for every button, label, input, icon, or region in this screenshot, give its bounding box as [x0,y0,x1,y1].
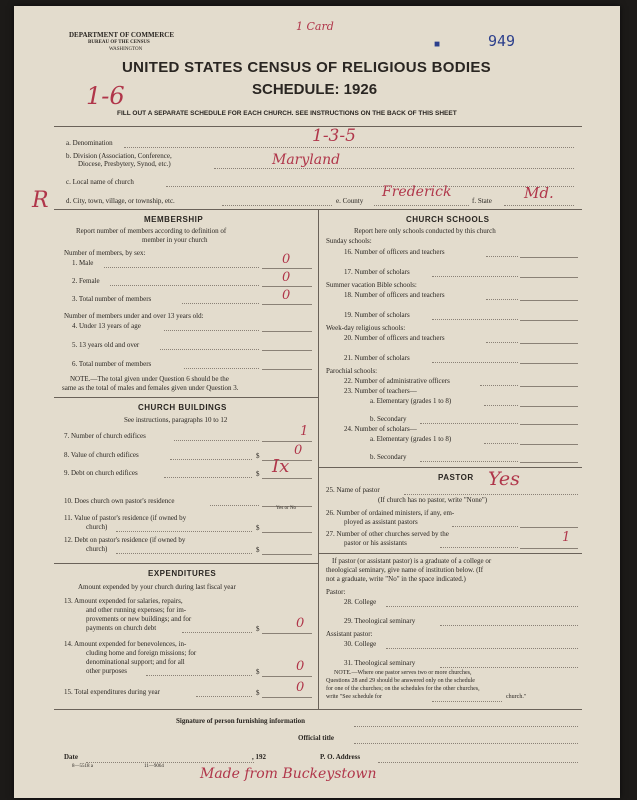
pastor-heading: PASTOR [438,473,474,482]
grad-note-1: If pastor (or assistant pastor) is a graduate of a college or [332,557,492,565]
city-town-label: d. City, town, village, or township, etc. [66,197,175,205]
vacation-schools-label: Summer vacation Bible schools: [326,281,417,289]
q14-label-4: other purposes [86,667,128,675]
q27-label-2: pastor or his assistants [344,539,407,547]
q13-dollar: $ [256,625,260,633]
margin-mark: R [32,188,49,213]
division-label-2: Diocese, Presbytery, Synod, etc.) [78,160,171,168]
signature-label: Signature of person furnishing information [176,717,305,725]
q23b-label: b. Secondary [370,415,407,423]
q26-label-2: ployed as assistant pastors [344,518,418,526]
grad-note-3: not a graduate, write "No" in the space indicated.) [326,575,466,583]
county-label: e. County [336,197,364,205]
q14-value: 0 [296,659,305,674]
q12-label-2: church) [86,545,108,553]
q2-label: 2. Female [72,277,100,285]
q13-label-1: 13. Amount expended for salaries, repairs, [64,597,183,605]
state-label: f. State [472,197,492,205]
expenditures-sub: Amount expended by your church during last fiscal year [78,583,236,591]
denomination-value: 1-3-5 [312,126,356,146]
year-label: , 192 [252,753,266,761]
q31-label: 31. Theological seminary [344,659,416,667]
q27-label-1: 27. Number of other churches served by the [326,530,449,538]
q13-label-2: and other running expenses; for im- [86,606,187,614]
buildings-heading: CHURCH BUILDINGS [138,403,227,412]
division-value: Maryland [272,152,341,168]
q23a-label: a. Elementary (grades 1 to 8) [370,397,452,405]
pastor-subhead: Pastor: [326,588,346,596]
q1-value: 0 [282,252,291,267]
q17-label: 17. Number of scholars [344,268,410,276]
print-number: 11—9064 [144,764,164,769]
q14-label-1: 14. Amount expended for benevolences, in- [64,640,187,648]
q8-label: 8. Value of church edifices [64,451,139,459]
pastor-note-2: Questions 28 and 29 should be answered only on the schedule [326,678,475,684]
side-mark: 1-6 [86,82,125,110]
po-address-label: P. O. Address [320,753,361,761]
q26-label-1: 26. Number of ordained ministers, if any, em- [326,509,455,517]
division-label-1: b. Division (Association, Conference, [66,152,172,160]
q25-value: Yes [488,468,520,490]
q11-label-1: 11. Value of pastor's residence (if owned by [64,514,187,522]
stamp-mark: ■ [434,39,441,50]
q8-value: 0 [294,443,303,458]
membership-note-2: same as the total of males and females given under Question 3. [62,384,239,392]
q12-dollar: $ [256,546,260,554]
official-title-label: Official title [298,734,334,742]
pastor-note-4: write "See schedule for [326,694,382,700]
assistant-subhead: Assistant pastor: [326,630,373,638]
serial-number: 949 [488,32,516,50]
q13-value: 0 [296,616,305,631]
q29-label: 29. Theological seminary [344,617,416,625]
q3-value: 0 [282,288,291,303]
q20-label: 20. Number of officers and teachers [344,334,445,342]
q6-label: 6. Total number of members [72,360,152,368]
state-value: Md. [524,184,554,202]
members-by-age: Number of members under and over 13 years old: [64,312,204,320]
pastor-note-1: NOTE.—Where one pastor serves two or more churches, [334,670,472,676]
schedule-title: SCHEDULE: 1926 [252,81,378,98]
sunday-schools-label: Sunday schools: [326,237,372,245]
q14-dollar: $ [256,668,260,676]
q15-dollar: $ [256,689,260,697]
q3-label: 3. Total number of members [72,295,152,303]
q28-label: 28. College [344,598,377,606]
q13-label-4: payments on church debt [86,624,157,632]
q4-label: 4. Under 13 years of age [72,322,141,330]
q16-label: 16. Number of officers and teachers [344,248,445,256]
card-note: 1 Card [296,20,334,33]
q25-label: 25. Name of pastor [326,486,380,494]
pastor-note-3: for one of the churches; on the schedules for the other churches, [326,686,480,692]
schools-heading: CHURCH SCHOOLS [406,215,490,224]
weekday-schools-label: Week-day religious schools: [326,324,406,332]
city-label: WASHINGTON [109,47,143,52]
q11-dollar: $ [256,524,260,532]
local-name-label: c. Local name of church [66,178,134,186]
q9-dollar: $ [256,470,260,478]
membership-note-1: NOTE.—The total given under Question 6 should be the [70,375,229,383]
buildings-sub: See instructions, paragraphs 10 to 12 [124,416,228,424]
q1-label: 1. Male [72,259,94,267]
q25-note: (If church has no pastor, write "None") [378,496,488,504]
q15-value: 0 [296,680,305,695]
grad-note-2: theological seminary, give name of institution below. (If [326,566,484,574]
q12-label-1: 12. Debt on pastor's residence (if owned by [64,536,186,544]
q30-label: 30. College [344,640,377,648]
q7-label: 7. Number of church edifices [64,432,146,440]
members-by-sex: Number of members, by sex: [64,249,146,257]
schools-sub: Report here only schools conducted by this church [354,227,496,235]
instruction-line: FILL OUT A SEPARATE SCHEDULE FOR EACH CHURCH. SEE INSTRUCTIONS ON THE BACK OF THIS SHEET [117,110,457,117]
q9-label: 9. Debt on church edifices [64,469,138,477]
expenditures-heading: EXPENDITURES [148,569,217,578]
q9-value: Ix [272,456,290,477]
membership-sub-2: member in your church [142,236,208,244]
census-schedule-sheet [14,6,620,798]
denomination-label: a. Denomination [66,139,113,147]
q22-label: 22. Number of administrative officers [344,377,450,385]
q10-label: 10. Does church own pastor's residence [64,497,175,505]
q2-value: 0 [282,270,291,285]
q7-value: 1 [300,424,309,439]
q13-label-3: provements or new buildings; and for [86,615,192,623]
q21-label: 21. Number of scholars [344,354,410,362]
q15-label: 15. Total expenditures during year [64,688,160,696]
dept-label: DEPARTMENT OF COMMERCE [69,31,175,39]
q27-value: 1 [562,530,571,545]
q24b-label: b. Secondary [370,453,407,461]
q14-label-3: denominational support; and for all [86,658,185,666]
q11-label-2: church) [86,523,108,531]
parochial-schools-label: Parochial schools: [326,367,378,375]
q5-label: 5. 13 years old and over [72,341,140,349]
membership-heading: MEMBERSHIP [144,215,204,224]
membership-sub-1: Report number of members according to definition of [76,227,227,235]
form-title: UNITED STATES CENSUS OF RELIGIOUS BODIES [122,59,491,76]
q24a-label: a. Elementary (grades 1 to 8) [370,435,452,443]
q18-label: 18. Number of officers and teachers [344,291,445,299]
handwritten-note: Made from Buckeystown [200,766,377,782]
bureau-label: BUREAU OF THE CENSUS [88,40,150,45]
yes-no-hint: Yes or No [276,506,297,511]
q8-dollar: $ [256,452,260,460]
q14-label-2: cluding home and foreign missions; for [86,649,197,657]
pastor-note-5: church." [506,694,527,700]
q24-label: 24. Number of scholars— [344,425,417,433]
q23-label: 23. Number of teachers— [344,387,417,395]
q19-label: 19. Number of scholars [344,311,410,319]
form-number: 8—5518 a [72,764,93,769]
date-label: Date [64,753,78,761]
county-value: Frederick [382,184,452,200]
